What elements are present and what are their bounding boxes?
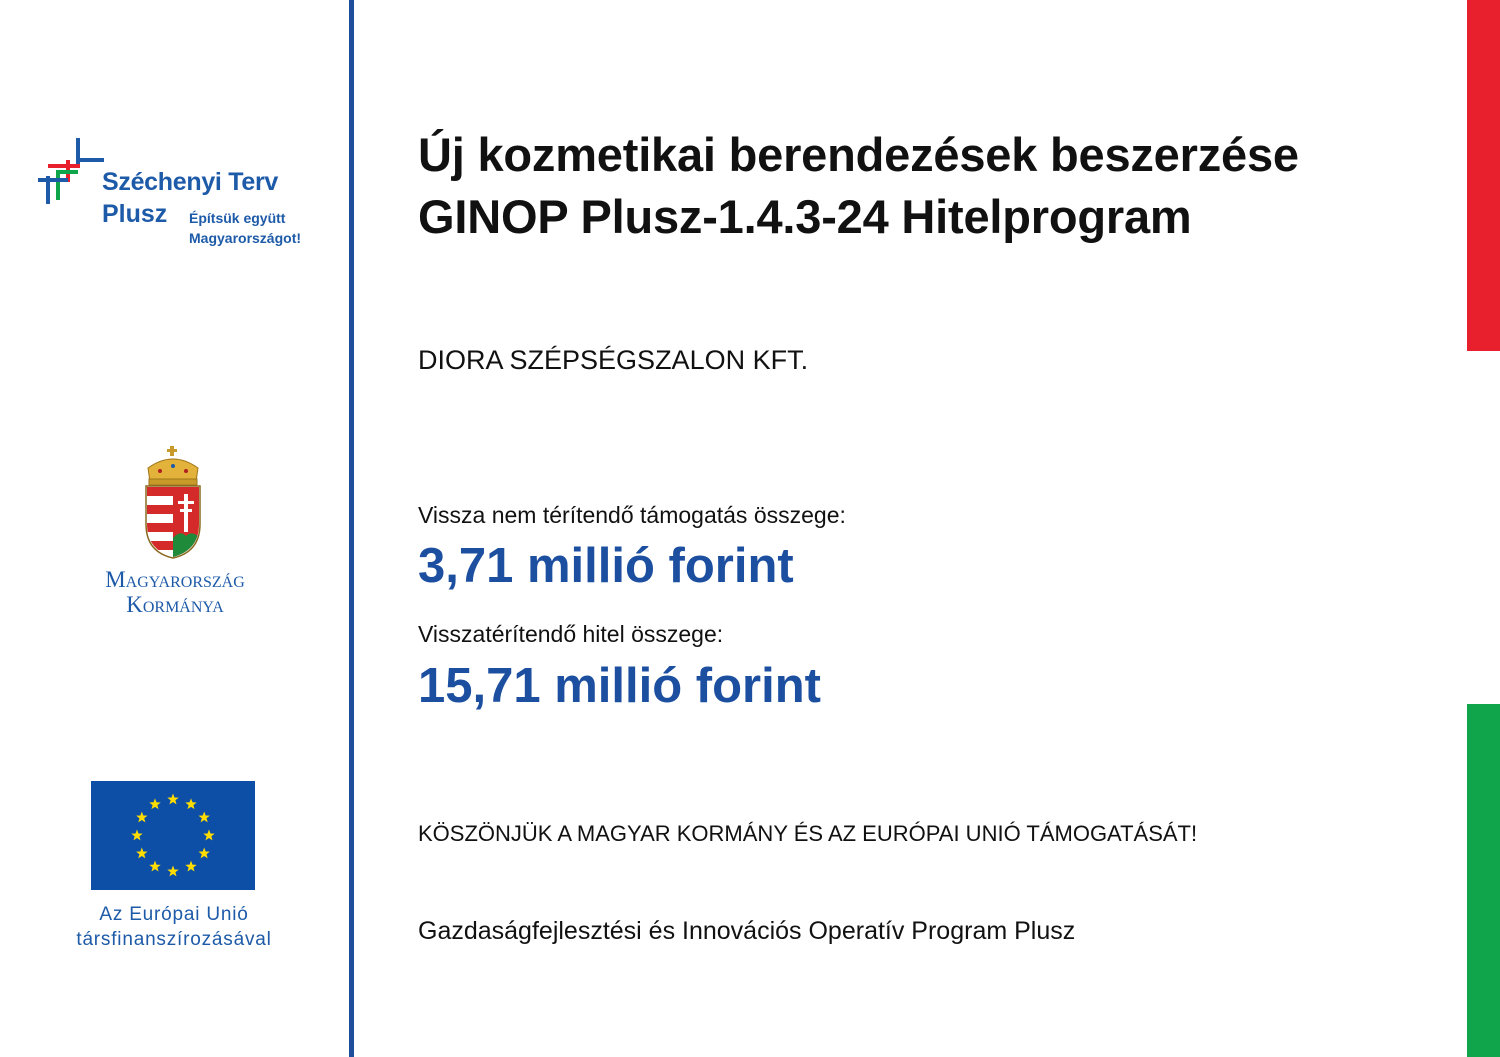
vertical-divider — [349, 0, 354, 1057]
eu-cofinancing-text — [40, 902, 308, 952]
grant-amount: 3,71 millió forint — [418, 539, 794, 593]
government-line-1: Magyarország — [105, 567, 245, 592]
eu-line-1: Az Európai Unió — [99, 904, 249, 925]
project-title — [418, 124, 1299, 248]
government-line-2: Kormánya — [126, 592, 224, 617]
loan-amount: 15,71 millió forint — [418, 659, 821, 713]
szechenyi-name: Széchenyi Terv — [102, 168, 278, 196]
green-stripe — [1467, 704, 1500, 1057]
project-title-line-1: Új kozmetikai berendezések beszerzése — [418, 128, 1299, 181]
szechenyi-terv-logo — [38, 138, 328, 253]
eu-line-2: társfinanszírozásával — [76, 929, 272, 950]
szechenyi-tagline-2: Magyarországot! — [189, 230, 302, 246]
szechenyi-tagline-1: Építsük együtt — [189, 210, 286, 226]
red-stripe — [1467, 0, 1500, 351]
program-name: Gazdaságfejlesztési és Innovációs Operatív Program Plusz — [418, 917, 1076, 945]
szechenyi-plusz: Plusz — [102, 200, 168, 228]
eu-flag-icon — [91, 781, 255, 890]
loan-label: Visszatérítendő hitel összege: — [418, 621, 724, 647]
government-name — [60, 567, 290, 617]
beneficiary-name: DIORA SZÉPSÉGSZALON KFT. — [418, 345, 809, 375]
hungarian-coat-of-arms-icon — [140, 446, 206, 560]
szechenyi-cross-icon — [38, 138, 106, 206]
thanks-text: KÖSZÖNJÜK A MAGYAR KORMÁNY ÉS AZ EURÓPAI UNIÓ TÁMOGATÁSÁT! — [418, 821, 1198, 846]
grant-label: Vissza nem térítendő támogatás összege: — [418, 502, 846, 528]
project-title-line-2: GINOP Plusz-1.4.3-24 Hitelprogram — [418, 190, 1192, 243]
